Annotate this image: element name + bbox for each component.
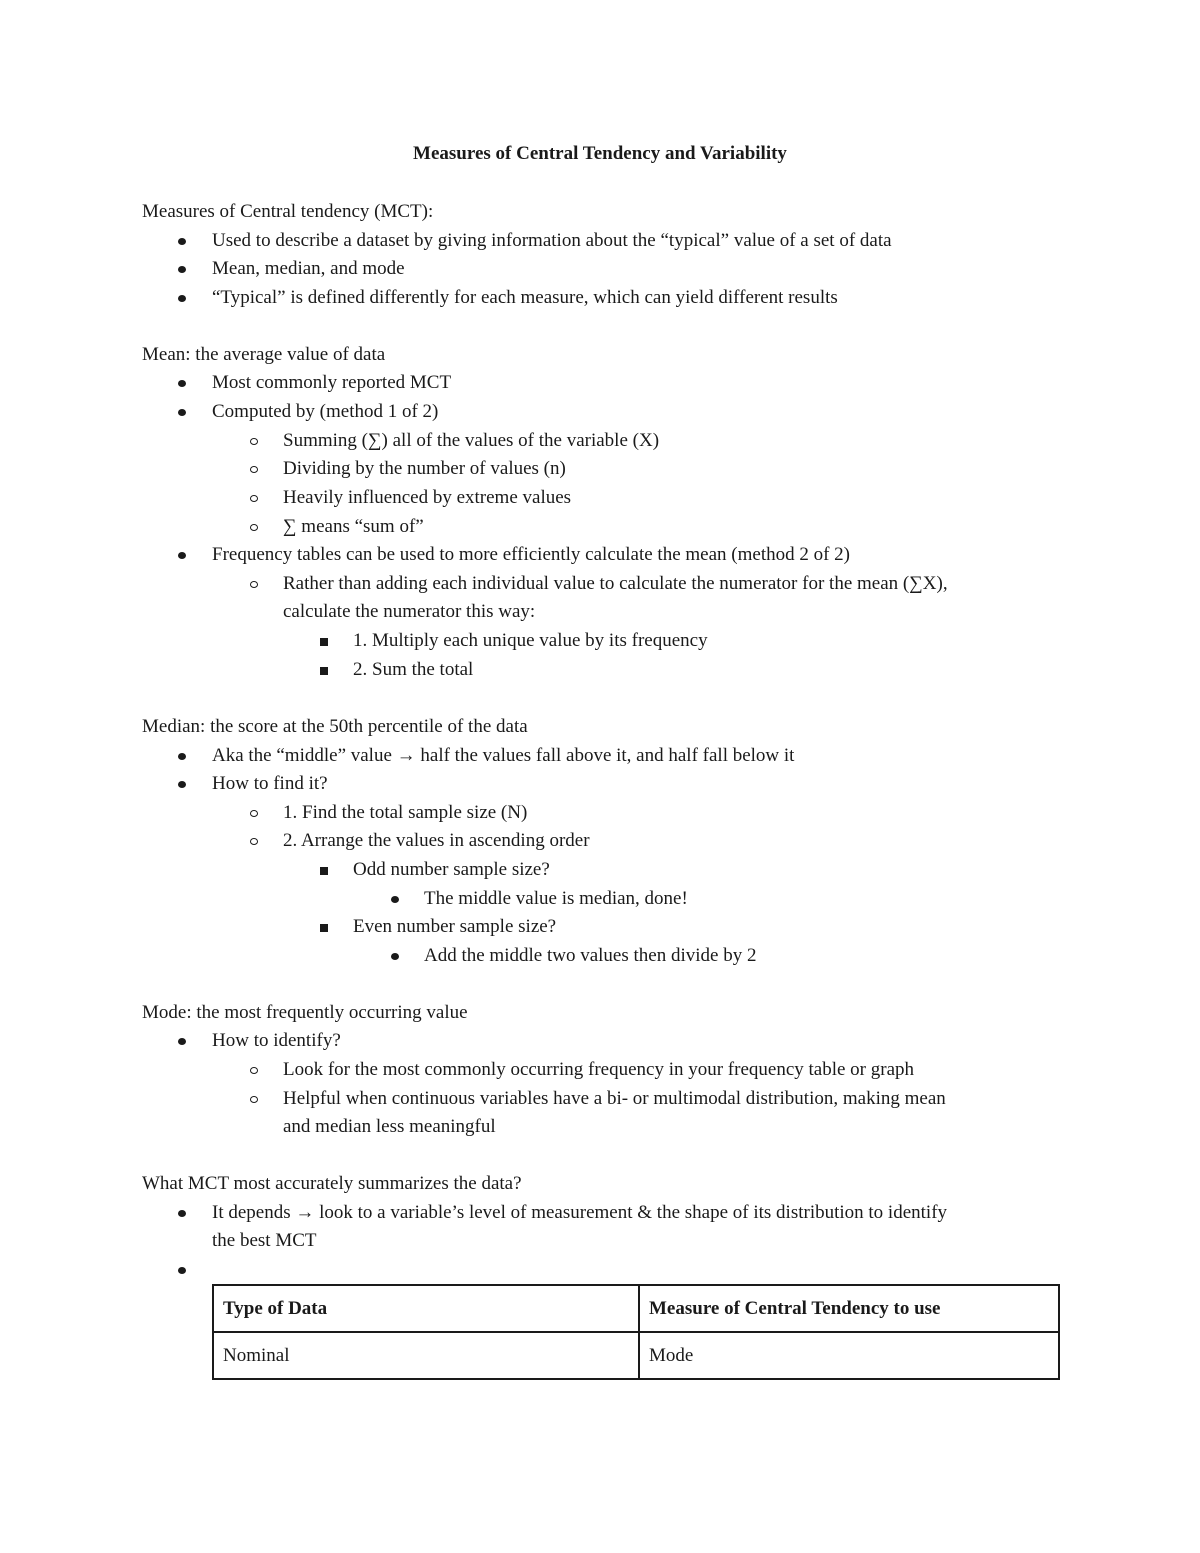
median-even: Even number sample size? (353, 916, 557, 937)
mean-b3-sub-line-2: calculate the numerator this way: (283, 601, 536, 622)
bullet-dot-icon (178, 401, 186, 416)
mct-bullet-3: “Typical” is defined differently for each measure, which can yield different results (212, 287, 838, 308)
mct-bullet-2: Mean, median, and mode (212, 258, 405, 279)
median-sub-2: 2. Arrange the values in ascending order (283, 830, 590, 851)
median-odd: Odd number sample size? (353, 859, 550, 880)
mean-sub-1: Summing (∑) all of the values of the variable (X) (283, 430, 660, 451)
table-cell-measure: Mode (639, 1332, 1059, 1379)
bullet-dot-icon (178, 544, 186, 559)
summary-heading: What MCT most accurately summarizes the data? (142, 1173, 522, 1194)
mean-b3-sub-line-1: Rather than adding each individual value to calculate the numerator for the mean (∑X), (283, 573, 948, 594)
mean-bullet-1: Most commonly reported MCT (212, 372, 452, 393)
median-even-detail: Add the middle two values then divide by 2 (424, 945, 757, 966)
bullet-square-icon (320, 916, 328, 932)
table-cell-type: Nominal (213, 1332, 639, 1379)
median-bullet-2: How to find it? (212, 773, 328, 794)
mode-sub-2-line-2: and median less meaningful (283, 1116, 496, 1137)
mean-step-1: 1. Multiply each unique value by its frequency (353, 630, 708, 651)
mean-heading: Mean: the average value of data (142, 344, 386, 365)
mct-table (212, 1284, 1060, 1380)
median-bullet-1: Aka the “middle” value → half the values fall above it, and half fall below it (212, 745, 795, 766)
bullet-square-icon (320, 659, 328, 675)
summary-bullet-line-2: the best MCT (212, 1230, 317, 1251)
bullet-circle-icon (250, 458, 258, 473)
bullet-dot-icon (178, 1259, 186, 1274)
bullet-dot-icon (178, 287, 186, 302)
table-header-row (213, 1285, 1059, 1332)
bullet-square-icon (320, 859, 328, 875)
bullet-circle-icon (250, 430, 258, 445)
bullet-circle-icon (250, 487, 258, 502)
page-title: Measures of Central Tendency and Variability (413, 143, 787, 164)
mean-bullet-3: Frequency tables can be used to more efficiently calculate the mean (method 2 of 2) (212, 544, 851, 565)
mean-bullet-2: Computed by (method 1 of 2) (212, 401, 439, 422)
bullet-dot-icon (178, 773, 186, 788)
bullet-circle-icon (250, 1088, 258, 1103)
table-header-measure: Measure of Central Tendency to use (639, 1285, 1059, 1332)
bullet-dot-icon (178, 1202, 186, 1217)
bullet-circle-icon (250, 573, 258, 588)
median-sub-1: 1. Find the total sample size (N) (283, 802, 528, 823)
mode-sub-1: Look for the most commonly occurring frequency in your frequency table or graph (283, 1059, 915, 1080)
mean-sub-2: Dividing by the number of values (n) (283, 458, 566, 479)
mean-sub-4: ∑ means “sum of” (283, 516, 424, 537)
bullet-dot-icon (178, 230, 186, 245)
mct-heading: Measures of Central tendency (MCT): (142, 201, 434, 222)
mode-heading: Mode: the most frequently occurring value (142, 1002, 468, 1023)
mode-sub-2-line-1: Helpful when continuous variables have a bi- or multimodal distribution, making mean (283, 1088, 946, 1109)
bullet-dot-icon (178, 372, 186, 387)
bullet-dot-icon (178, 258, 186, 273)
summary-bullet-line-1: It depends → look to a variable’s level of measurement & the shape of its distribution to identify (212, 1202, 948, 1223)
mean-sub-3: Heavily influenced by extreme values (283, 487, 572, 508)
mode-bullet-1: How to identify? (212, 1030, 341, 1051)
table-row (213, 1332, 1059, 1379)
bullet-dot-icon (391, 945, 399, 960)
bullet-circle-icon (250, 1059, 258, 1074)
bullet-circle-icon (250, 802, 258, 817)
median-odd-detail: The middle value is median, done! (424, 888, 688, 909)
bullet-circle-icon (250, 516, 258, 531)
bullet-dot-icon (391, 888, 399, 903)
bullet-circle-icon (250, 830, 258, 845)
table-header-type-of-data: Type of Data (213, 1285, 639, 1332)
bullet-dot-icon (178, 745, 186, 760)
bullet-square-icon (320, 630, 328, 646)
mean-step-2: 2. Sum the total (353, 659, 474, 680)
bullet-dot-icon (178, 1030, 186, 1045)
median-heading: Median: the score at the 50th percentile of the data (142, 716, 528, 737)
mct-bullet-1: Used to describe a dataset by giving information about the “typical” value of a set of data (212, 230, 892, 251)
